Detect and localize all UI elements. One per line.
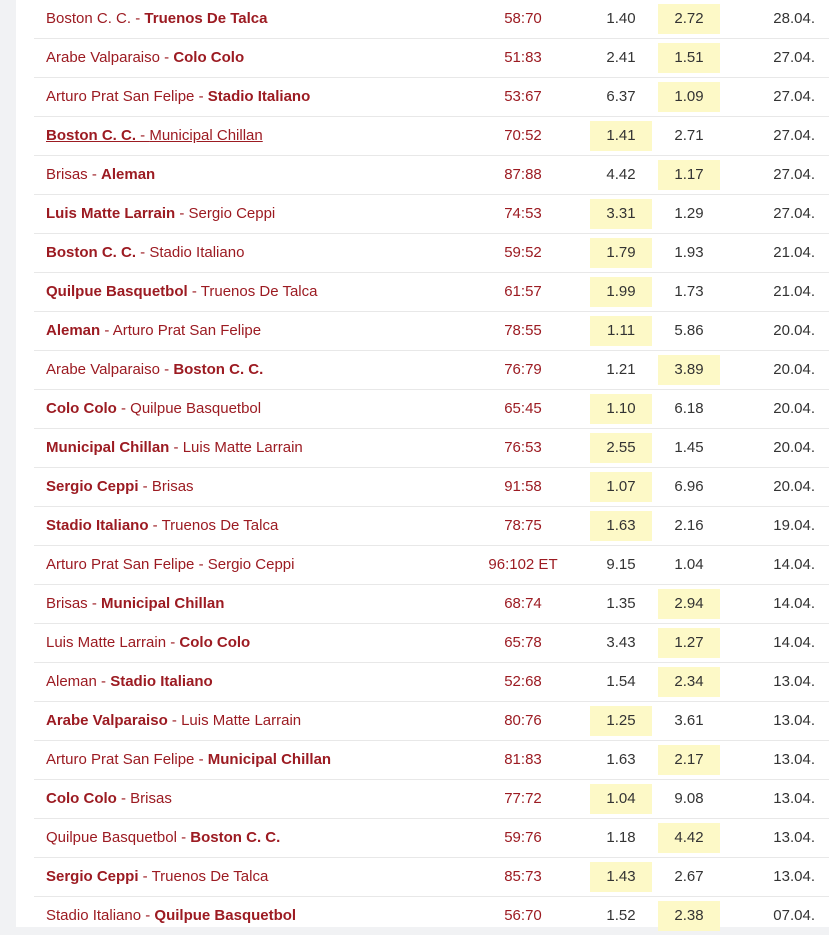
away-team: Sergio Ceppi — [188, 205, 276, 222]
away-odd: 2.72 — [658, 4, 720, 34]
away-team: Aleman — [101, 166, 156, 183]
home-odd: 1.99 — [590, 277, 652, 307]
home-odd: 1.07 — [590, 472, 652, 502]
home-odd: 4.42 — [606, 166, 636, 183]
team-separator: - — [159, 361, 174, 378]
away-odd: 4.42 — [658, 823, 720, 853]
match-date: 27.04. — [773, 49, 815, 66]
match-date: 13.04. — [773, 751, 815, 768]
home-odd: 1.11 — [590, 316, 652, 346]
table-row[interactable] — [34, 507, 829, 546]
match-link[interactable] — [46, 78, 310, 116]
away-odd: 1.93 — [674, 244, 704, 261]
match-date: 21.04. — [773, 283, 815, 300]
match-date: 20.04. — [773, 478, 815, 495]
away-team: Quilpue Basquetbol — [154, 907, 297, 924]
match-date: 27.04. — [773, 166, 815, 183]
home-odd: 1.43 — [590, 862, 652, 892]
final-score: 77:72 — [504, 790, 542, 807]
final-score: 80:76 — [504, 712, 542, 729]
final-score: 70:52 — [504, 127, 542, 144]
match-link[interactable] — [46, 39, 244, 77]
table-row[interactable] — [34, 78, 829, 117]
away-team: Brisas — [130, 790, 172, 807]
away-odd: 1.09 — [658, 82, 720, 112]
away-odd: 2.38 — [658, 901, 720, 931]
home-team: Boston C. C. — [46, 127, 136, 144]
final-score: 78:75 — [504, 517, 542, 534]
match-date: 19.04. — [773, 517, 815, 534]
match-date: 20.04. — [773, 400, 815, 417]
table-row[interactable] — [34, 546, 829, 585]
team-separator: - — [136, 244, 150, 261]
table-row[interactable] — [34, 741, 829, 780]
away-team: Luis Matte Larrain — [182, 439, 303, 456]
match-date: 27.04. — [773, 127, 815, 144]
match-link[interactable] — [46, 507, 278, 545]
table-row[interactable] — [34, 624, 829, 663]
final-score: 51:83 — [504, 49, 542, 66]
team-separator: - — [148, 517, 162, 534]
away-odd: 3.89 — [658, 355, 720, 385]
away-team: Colo Colo — [173, 49, 245, 66]
final-score: 53:67 — [504, 88, 542, 105]
final-score: 61:57 — [504, 283, 542, 300]
match-link[interactable] — [46, 468, 194, 506]
team-separator: - — [159, 49, 174, 66]
final-score: 81:83 — [504, 751, 542, 768]
table-row[interactable] — [34, 117, 829, 156]
match-date: 13.04. — [773, 673, 815, 690]
final-score: 76:79 — [504, 361, 542, 378]
away-team: Brisas — [151, 478, 194, 495]
match-link[interactable] — [46, 390, 261, 428]
home-team: Arturo Prat San Felipe — [46, 556, 195, 573]
away-team: Sergio Ceppi — [207, 556, 295, 573]
final-score: 91:58 — [504, 478, 542, 495]
away-odd: 5.86 — [674, 322, 704, 339]
away-odd: 1.04 — [674, 556, 704, 573]
team-separator: - — [131, 10, 145, 27]
table-row[interactable] — [34, 468, 829, 507]
match-link[interactable] — [46, 0, 268, 38]
team-separator: - — [176, 829, 191, 846]
away-odd: 2.67 — [674, 868, 704, 885]
home-team: Arabe Valparaiso — [46, 712, 168, 729]
away-odd: 2.17 — [658, 745, 720, 775]
team-separator: - — [136, 127, 150, 144]
table-row[interactable] — [34, 429, 829, 468]
home-odd: 6.37 — [606, 88, 636, 105]
home-team: Sergio Ceppi — [46, 868, 139, 885]
away-odd: 2.71 — [674, 127, 704, 144]
table-row[interactable] — [34, 273, 829, 312]
home-odd: 1.04 — [590, 784, 652, 814]
away-team: Municipal Chillan — [149, 127, 263, 144]
home-team: Boston C. C. — [46, 244, 136, 261]
home-odd: 1.79 — [590, 238, 652, 268]
match-link[interactable] — [46, 429, 303, 467]
match-link[interactable] — [46, 195, 275, 233]
match-link[interactable] — [46, 897, 296, 935]
home-team: Brisas — [46, 166, 88, 183]
team-separator: - — [194, 556, 208, 573]
home-team: Municipal Chillan — [46, 439, 170, 456]
home-odd: 1.10 — [590, 394, 652, 424]
table-row[interactable] — [34, 819, 829, 858]
home-odd: 1.18 — [606, 829, 636, 846]
away-team: Municipal Chillan — [207, 751, 332, 768]
home-team: Stadio Italiano — [46, 907, 142, 924]
away-odd: 1.73 — [674, 283, 704, 300]
away-odd: 1.17 — [658, 160, 720, 190]
away-team: Truenos De Talca — [200, 283, 318, 300]
results-panel — [16, 0, 829, 927]
home-team: Brisas — [46, 595, 88, 612]
team-separator: - — [87, 595, 102, 612]
away-team: Municipal Chillan — [101, 595, 225, 612]
table-row[interactable] — [34, 234, 829, 273]
home-odd: 1.40 — [606, 10, 636, 27]
away-team: Boston C. C. — [173, 361, 264, 378]
table-row[interactable] — [34, 702, 829, 741]
match-date: 13.04. — [773, 712, 815, 729]
team-separator: - — [169, 439, 183, 456]
home-team: Colo Colo — [46, 790, 117, 807]
match-date: 13.04. — [773, 868, 815, 885]
home-odd: 2.41 — [606, 49, 636, 66]
away-team: Truenos De Talca — [151, 868, 269, 885]
match-date: 14.04. — [773, 595, 815, 612]
results-list — [16, 0, 829, 935]
match-link[interactable] — [46, 351, 263, 389]
team-separator: - — [87, 166, 102, 183]
team-separator: - — [116, 400, 131, 417]
final-score: 59:76 — [504, 829, 542, 846]
team-separator: - — [141, 907, 155, 924]
home-team: Arturo Prat San Felipe — [46, 751, 195, 768]
home-odd: 1.63 — [606, 751, 636, 768]
away-team: Truenos De Talca — [161, 517, 279, 534]
table-row[interactable] — [34, 390, 829, 429]
team-separator: - — [166, 634, 180, 651]
away-team: Luis Matte Larrain — [181, 712, 302, 729]
match-date: 14.04. — [773, 634, 815, 651]
away-odd: 1.29 — [674, 205, 704, 222]
away-team: Stadio Italiano — [110, 673, 213, 690]
home-team: Boston C. C. — [46, 10, 132, 27]
table-row[interactable] — [34, 351, 829, 390]
team-separator: - — [187, 283, 201, 300]
final-score: 76:53 — [504, 439, 542, 456]
match-link[interactable] — [46, 624, 250, 662]
away-odd: 6.96 — [674, 478, 704, 495]
home-team: Luis Matte Larrain — [46, 205, 176, 222]
home-team: Luis Matte Larrain — [46, 634, 167, 651]
final-score: 96:102 ET — [488, 556, 558, 573]
table-row[interactable] — [34, 156, 829, 195]
final-score: 78:55 — [504, 322, 542, 339]
home-odd: 1.54 — [606, 673, 636, 690]
match-link[interactable] — [46, 819, 280, 857]
away-odd: 2.16 — [674, 517, 704, 534]
final-score: 65:45 — [504, 400, 542, 417]
team-separator: - — [175, 205, 189, 222]
match-date: 20.04. — [773, 361, 815, 378]
home-team: Arturo Prat San Felipe — [46, 88, 195, 105]
match-link[interactable] — [46, 234, 244, 272]
home-odd: 1.63 — [590, 511, 652, 541]
match-date: 07.04. — [773, 907, 815, 924]
away-odd: 2.94 — [658, 589, 720, 619]
team-separator: - — [167, 712, 182, 729]
match-date: 21.04. — [773, 244, 815, 261]
away-odd: 9.08 — [674, 790, 704, 807]
table-row[interactable] — [34, 780, 829, 819]
match-link[interactable] — [46, 585, 224, 623]
match-link[interactable] — [46, 546, 294, 584]
final-score: 58:70 — [504, 10, 542, 27]
home-team: Aleman — [46, 673, 97, 690]
home-odd: 1.35 — [606, 595, 636, 612]
away-team: Stadio Italiano — [207, 88, 311, 105]
match-date: 27.04. — [773, 205, 815, 222]
team-separator: - — [100, 322, 113, 339]
final-score: 59:52 — [504, 244, 542, 261]
final-score: 74:53 — [504, 205, 542, 222]
table-row[interactable] — [34, 858, 829, 897]
home-team: Quilpue Basquetbol — [46, 829, 177, 846]
away-odd: 6.18 — [674, 400, 704, 417]
match-date: 28.04. — [773, 10, 815, 27]
final-score: 65:78 — [504, 634, 542, 651]
final-score: 56:70 — [504, 907, 542, 924]
team-separator: - — [96, 673, 111, 690]
away-team: Quilpue Basquetbol — [130, 400, 262, 417]
match-date: 27.04. — [773, 88, 815, 105]
home-team: Aleman — [46, 322, 101, 339]
table-row[interactable] — [34, 195, 829, 234]
home-team: Quilpue Basquetbol — [46, 283, 188, 300]
team-separator: - — [138, 868, 152, 885]
away-odd: 2.34 — [658, 667, 720, 697]
match-link[interactable] — [46, 312, 261, 350]
table-row[interactable] — [34, 312, 829, 351]
home-odd: 9.15 — [606, 556, 636, 573]
away-odd: 3.61 — [674, 712, 704, 729]
match-date: 20.04. — [773, 322, 815, 339]
team-separator: - — [194, 88, 208, 105]
match-link[interactable] — [46, 702, 301, 740]
table-row[interactable] — [34, 0, 829, 39]
home-odd: 2.55 — [590, 433, 652, 463]
home-team: Stadio Italiano — [46, 517, 149, 534]
final-score: 85:73 — [504, 868, 542, 885]
table-row[interactable] — [34, 585, 829, 624]
away-odd: 1.51 — [658, 43, 720, 73]
home-odd: 3.43 — [606, 634, 636, 651]
match-link[interactable] — [46, 273, 317, 311]
away-team: Stadio Italiano — [149, 244, 245, 261]
home-odd: 3.31 — [590, 199, 652, 229]
away-odd: 1.27 — [658, 628, 720, 658]
home-odd: 1.52 — [606, 907, 636, 924]
away-team: Arturo Prat San Felipe — [112, 322, 262, 339]
table-row[interactable] — [34, 39, 829, 78]
match-link[interactable] — [46, 858, 268, 896]
home-team: Sergio Ceppi — [46, 478, 139, 495]
team-separator: - — [138, 478, 152, 495]
home-odd: 1.41 — [590, 121, 652, 151]
home-odd: 1.25 — [590, 706, 652, 736]
team-separator: - — [116, 790, 131, 807]
match-date: 14.04. — [773, 556, 815, 573]
match-link[interactable] — [46, 741, 331, 779]
match-link[interactable] — [46, 156, 155, 194]
match-date: 13.04. — [773, 829, 815, 846]
away-odd: 1.45 — [674, 439, 704, 456]
team-separator: - — [194, 751, 208, 768]
table-row[interactable] — [34, 663, 829, 702]
away-team: Boston C. C. — [190, 829, 281, 846]
match-date: 13.04. — [773, 790, 815, 807]
away-team: Truenos De Talca — [144, 10, 268, 27]
match-link[interactable] — [46, 663, 213, 701]
table-row[interactable] — [34, 897, 829, 935]
match-link[interactable] — [46, 780, 172, 818]
home-team: Colo Colo — [46, 400, 117, 417]
home-team: Arabe Valparaiso — [46, 49, 160, 66]
match-link[interactable] — [46, 117, 263, 155]
away-team: Colo Colo — [179, 634, 251, 651]
final-score: 52:68 — [504, 673, 542, 690]
final-score: 68:74 — [504, 595, 542, 612]
home-odd: 1.21 — [606, 361, 636, 378]
home-team: Arabe Valparaiso — [46, 361, 160, 378]
final-score: 87:88 — [504, 166, 542, 183]
match-date: 20.04. — [773, 439, 815, 456]
